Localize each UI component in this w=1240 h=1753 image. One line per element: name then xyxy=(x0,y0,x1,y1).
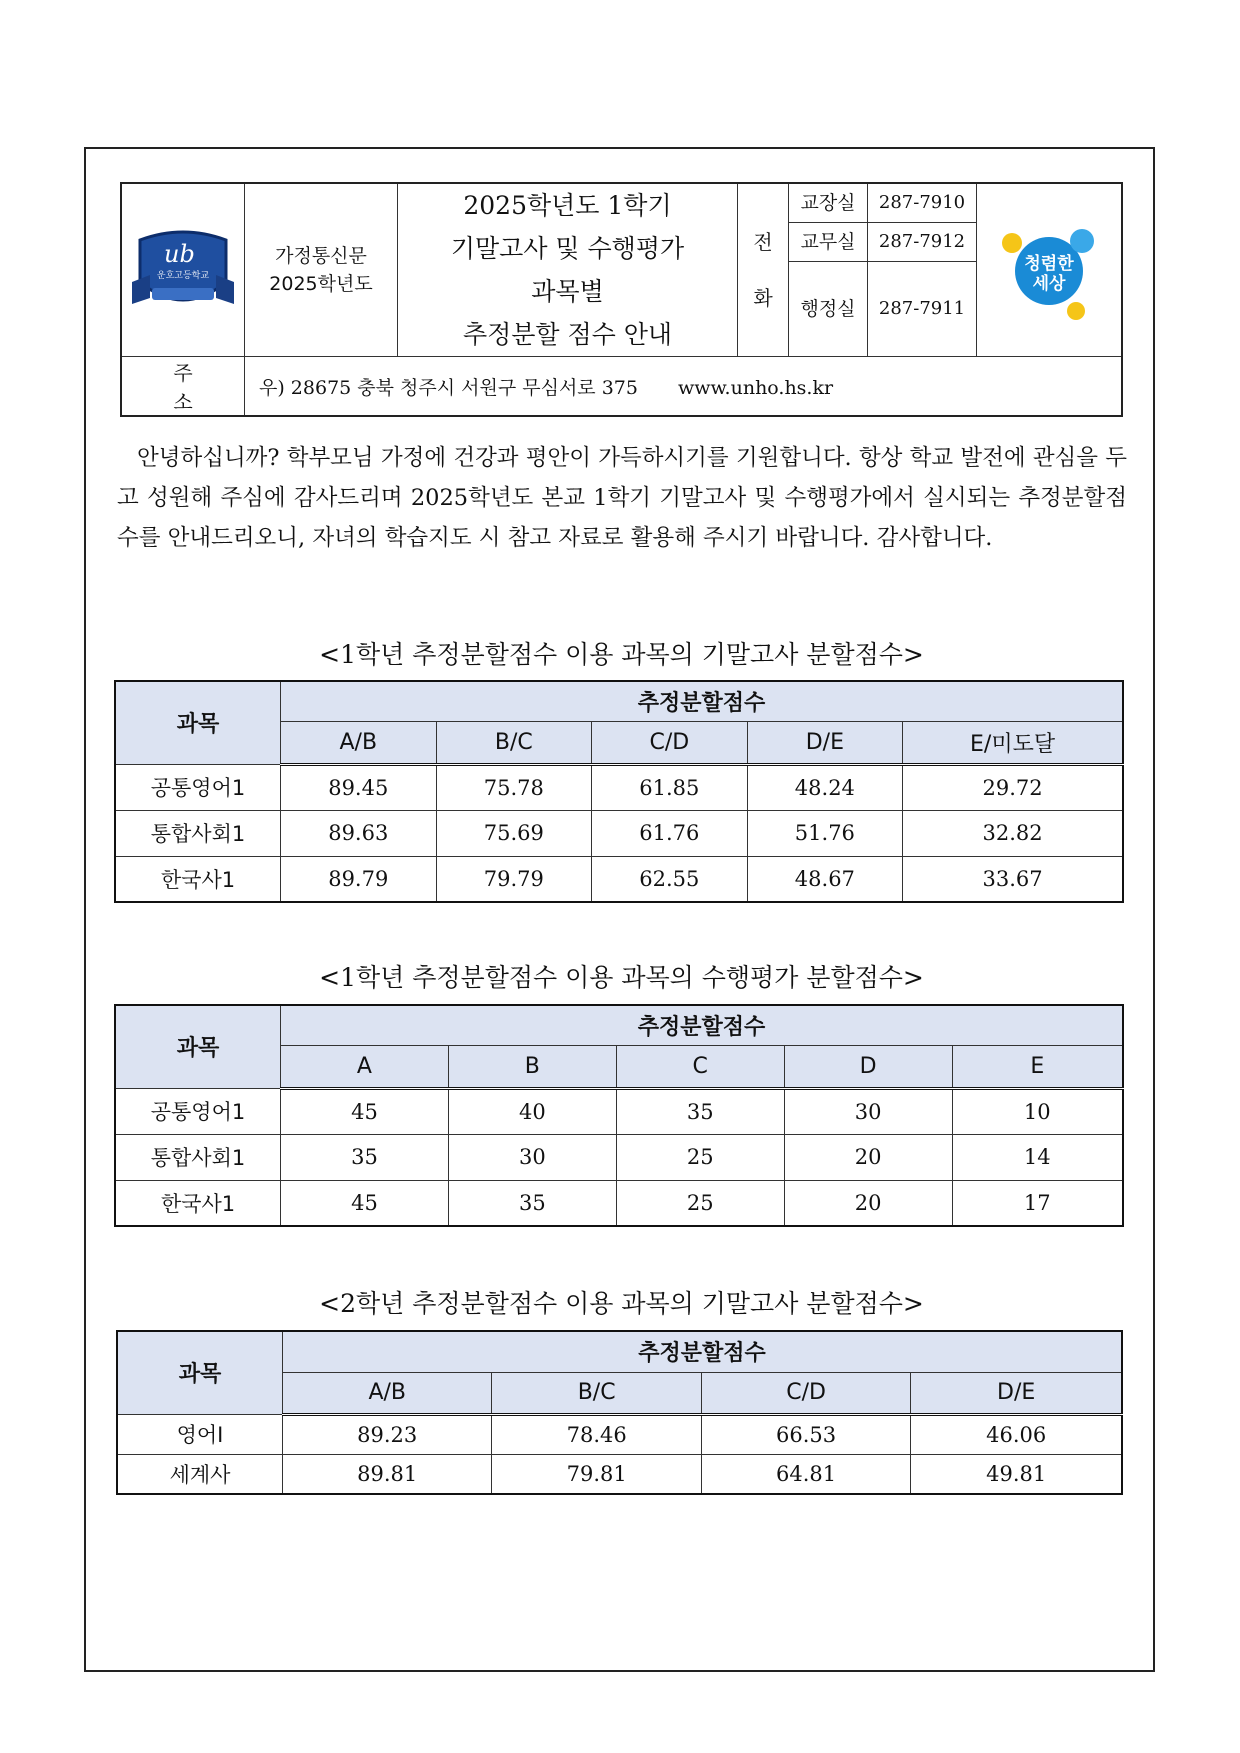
table-row: 공통영어1 45 40 35 30 10 xyxy=(115,1088,1123,1134)
column-header: D/E xyxy=(747,721,903,764)
column-header: E xyxy=(952,1045,1123,1088)
table-row: 한국사1 45 35 25 20 17 xyxy=(115,1180,1123,1226)
table-row: 세계사 89.81 79.81 64.81 49.81 xyxy=(117,1454,1122,1494)
phone-office: 행정실 xyxy=(789,261,868,356)
address-label: 주 소 xyxy=(121,357,245,417)
grade1-performance-table xyxy=(114,1004,1124,1227)
column-header: C/D xyxy=(592,721,748,764)
table-row: 공통영어1 89.45 75.78 61.85 48.24 29.72 xyxy=(115,764,1123,810)
column-header: C/D xyxy=(701,1372,910,1414)
section-title-grade2-final: <2학년 추정분할점수 이용 과목의 기말고사 분할점수> xyxy=(319,1289,924,1318)
phone-label: 전 화 xyxy=(738,183,789,357)
title-line: 기말고사 및 수행평가 xyxy=(450,234,685,263)
table-row: 영어Ⅰ 89.23 78.46 66.53 46.06 xyxy=(117,1414,1122,1454)
newsletter-label: 가정통신문 xyxy=(275,245,367,267)
address: 우) 28675 충북 청주시 서원구 무심서로 375 xyxy=(259,376,638,399)
svg-text:세상: 세상 xyxy=(1032,274,1066,294)
column-header: A/B xyxy=(281,721,437,764)
phone-number: 287-7910 xyxy=(868,183,977,222)
group-header: 추정분할점수 xyxy=(281,681,1124,721)
newsletter-title xyxy=(398,183,738,357)
intro-paragraph: 안녕하십니까? 학부모님 가정에 건강과 평안이 가득하시기를 기원합니다. 항상 학교 발전에 관심을 두고 성원해 주심에 감사드리며 2025학년도 본교 1학기 기말고사 및 수행평가에서 실시되는 추정분할점수를 안내드리오니, 자녀의 학습지도 시 참고 자료로 활용해 주시기 바랍니다. 감사합니다. xyxy=(117,445,1127,551)
phone-number: 287-7911 xyxy=(868,261,977,356)
column-header: A xyxy=(281,1045,449,1088)
campaign-logo xyxy=(977,215,1121,325)
svg-text:청렴한: 청렴한 xyxy=(1024,254,1074,274)
table-row: 한국사1 89.79 79.79 62.55 48.67 33.67 xyxy=(115,856,1123,902)
title-line: 추정분할 점수 안내 xyxy=(462,320,673,349)
column-header: C xyxy=(616,1045,784,1088)
grade2-final-table xyxy=(116,1330,1123,1495)
title-line: 과목별 xyxy=(531,277,604,306)
grade1-final-table xyxy=(114,680,1124,903)
newsletter-label-cell xyxy=(245,183,398,357)
table-row: 통합사회1 35 30 25 20 14 xyxy=(115,1134,1123,1180)
column-header: A/B xyxy=(283,1372,492,1414)
phone-number: 287-7912 xyxy=(868,222,977,261)
column-header: B/C xyxy=(492,1372,701,1414)
newsletter-header xyxy=(120,182,1123,417)
column-header: D/E xyxy=(911,1372,1122,1414)
phone-office: 교장실 xyxy=(789,183,868,222)
group-header: 추정분할점수 xyxy=(283,1331,1123,1372)
school-logo-cell xyxy=(121,183,245,357)
column-header: B xyxy=(448,1045,616,1088)
svg-text:ub: ub xyxy=(164,240,195,268)
group-header: 추정분할점수 xyxy=(281,1005,1124,1045)
subject-header: 과목 xyxy=(115,681,281,764)
school-logo xyxy=(122,220,244,320)
subject-header: 과목 xyxy=(115,1005,281,1088)
table-row: 통합사회1 89.63 75.69 61.76 51.76 32.82 xyxy=(115,810,1123,856)
year-label: 2025학년도 xyxy=(269,273,373,295)
column-header: B/C xyxy=(436,721,592,764)
address-cell xyxy=(245,357,1123,417)
column-header: E/미도달 xyxy=(903,721,1123,764)
phone-office: 교무실 xyxy=(789,222,868,261)
school-logo-text: 운호고등학교 xyxy=(156,271,210,281)
section-title-grade1-final: <1학년 추정분할점수 이용 과목의 기말고사 분할점수> xyxy=(319,640,924,669)
website-link[interactable]: www.unho.hs.kr xyxy=(678,376,834,399)
column-header: D xyxy=(784,1045,952,1088)
section-title-grade1-performance: <1학년 추정분할점수 이용 과목의 수행평가 분할점수> xyxy=(319,963,924,992)
subject-header: 과목 xyxy=(117,1331,283,1414)
title-line: 2025학년도 1학기 xyxy=(463,191,672,220)
campaign-logo-cell xyxy=(977,183,1123,357)
